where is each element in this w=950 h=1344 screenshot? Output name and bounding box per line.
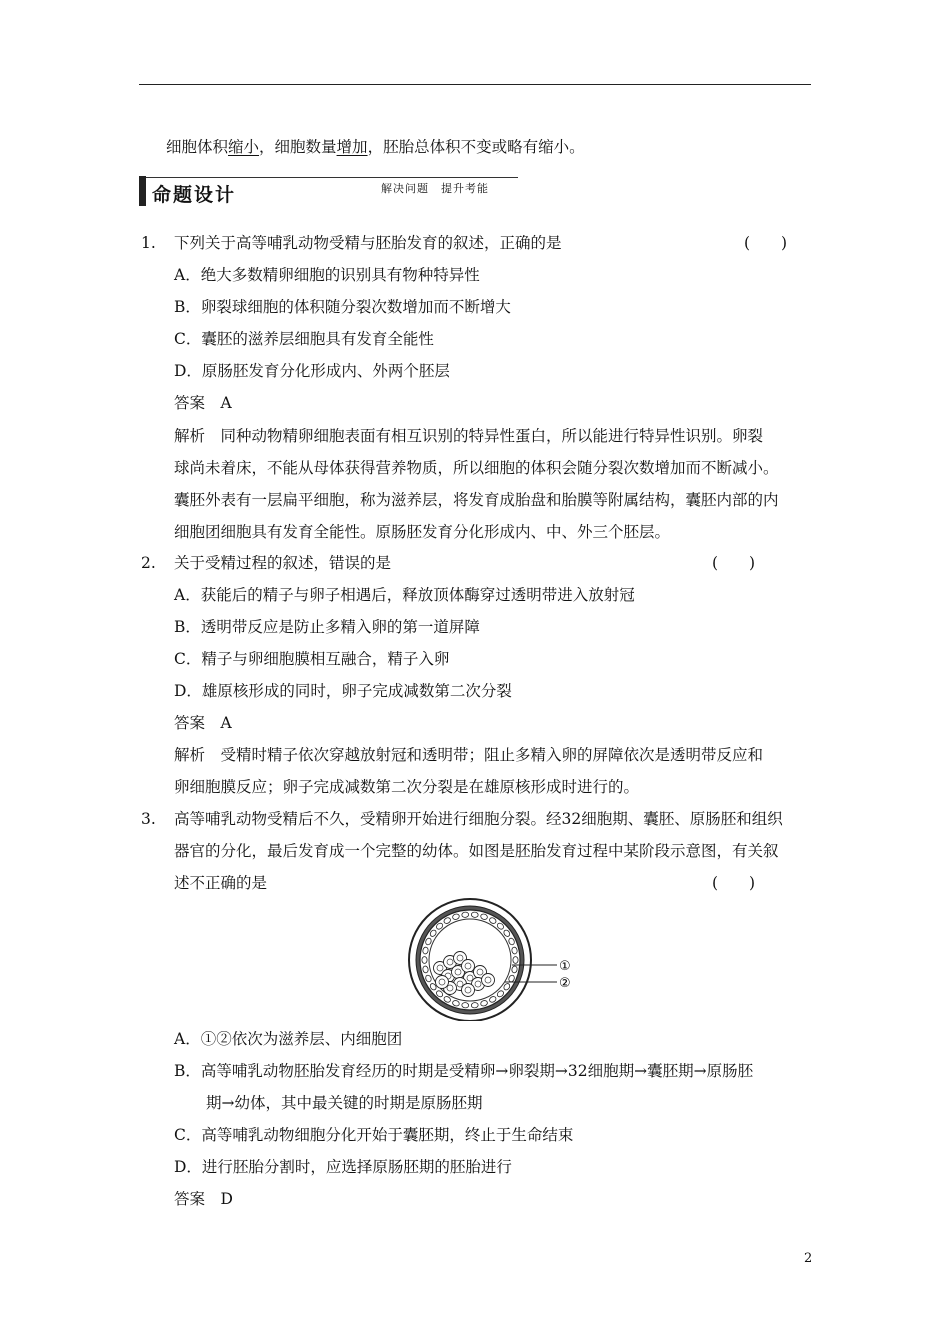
q3-stem-line: 器官的分化，最后发育成一个完整的幼体。如图是胚胎发育过程中某阶段示意图，有关叙 [174, 842, 779, 860]
q3-option-a: A．①②依次为滋养层、内细胞团 [174, 1030, 403, 1048]
figure-label-1: ① [559, 959, 571, 974]
q3-answer: 答案 D [174, 1190, 233, 1208]
q1-option-a: A．绝大多数精卵细胞的识别具有物种特异性 [174, 266, 480, 284]
q2-option-b: B．透明带反应是防止多精入卵的第一道屏障 [174, 618, 480, 636]
section-title: 命题设计 [152, 184, 237, 206]
q1-option-c: C．囊胚的滋养层细胞具有发育全能性 [174, 330, 434, 348]
q2-stem: 关于受精过程的叙述，错误的是 [174, 554, 392, 572]
q3-stem-line: 高等哺乳动物受精后不久，受精卵开始进行细胞分裂。经32细胞期、囊胚、原肠胚和组织 [174, 810, 783, 828]
trophoblast-cell [462, 912, 469, 918]
q2-analysis-line: 解析 受精时精子依次穿越放射冠和透明带；阻止多精入卵的屏障依次是透明带反应和 [174, 746, 764, 764]
trophoblast-cell [462, 1002, 469, 1008]
q3-number: 3. [141, 810, 156, 828]
q1-answer: 答案 A [174, 394, 232, 412]
q1-option-b: B．卵裂球细胞的体积随分裂次数增加而不断增大 [174, 298, 511, 316]
section-bar [139, 176, 146, 206]
q3-option-c: C．高等哺乳动物细胞分化开始于囊胚期，终止于生命结束 [174, 1126, 574, 1144]
q2-number: 2. [141, 554, 156, 572]
intro-text: 细胞体积缩小，细胞数量增加，胚胎总体积不变或略有缩小。 [166, 138, 585, 156]
page-number: 2 [804, 1251, 813, 1266]
inner-cell [482, 974, 495, 987]
figure-label-2: ② [559, 976, 571, 991]
q2-option-a: A．获能后的精子与卵子相遇后，释放顶体酶穿过透明带进入放射冠 [174, 586, 635, 604]
q1-option-d: D．原肠胚发育分化形成内、外两个胚层 [174, 362, 450, 380]
q3-option-d: D．进行胚胎分割时，应选择原肠胚期的胚胎进行 [174, 1158, 512, 1176]
q1-analysis-line: 球尚未着床，不能从母体获得营养物质，所以细胞的体积会随分裂次数增加而不断减小。 [174, 459, 779, 477]
section-top-line [146, 177, 518, 178]
section-subtitle: 解决问题 提升考能 [381, 182, 489, 195]
q1-number: 1. [141, 234, 156, 252]
q1-stem: 下列关于高等哺乳动物受精与胚胎发育的叙述，正确的是 [174, 234, 562, 252]
inner-cell [462, 960, 475, 973]
trophoblast-cell [471, 1002, 478, 1008]
trophoblast-cell [513, 957, 518, 964]
q3-stem-line: 述不正确的是 [174, 874, 268, 892]
q2-answer-blank: ( ) [712, 554, 756, 572]
q3-answer-blank: ( ) [712, 874, 756, 892]
trophoblast-cell [422, 957, 427, 964]
q1-analysis-line: 细胞团细胞具有发育全能性。原肠胚发育分化形成内、中、外三个胚层。 [174, 523, 671, 541]
q3-option-b-cont: 期→幼体，其中最关键的时期是原肠胚期 [206, 1094, 483, 1112]
q1-analysis-line: 囊胚外表有一层扁平细胞，称为滋养层，将发育成胎盘和胎膜等附属结构，囊胚内部的内 [174, 491, 779, 509]
header-rule [139, 84, 811, 85]
q3-option-b: B．高等哺乳动物胚胎发育经历的时期是受精卵→卵裂期→32细胞期→囊胚期→原肠胚 [174, 1062, 754, 1080]
blastocyst-figure [400, 896, 600, 1021]
inner-cell [436, 976, 449, 989]
q2-analysis-line: 卵细胞膜反应；卵子完成减数第二次分裂是在雄原核形成时进行的。 [174, 778, 640, 796]
q1-analysis-line: 解析 同种动物精卵细胞表面有相互识别的特异性蛋白，所以能进行特异性识别。卵裂 [174, 427, 764, 445]
trophoblast-cell [471, 912, 478, 918]
q2-answer: 答案 A [174, 714, 232, 732]
q1-answer-blank: ( ) [744, 234, 788, 252]
q2-option-d: D．雄原核形成的同时，卵子完成减数第二次分裂 [174, 682, 512, 700]
q2-option-c: C．精子与卵细胞膜相互融合，精子入卵 [174, 650, 450, 668]
inner-cell [462, 984, 475, 997]
